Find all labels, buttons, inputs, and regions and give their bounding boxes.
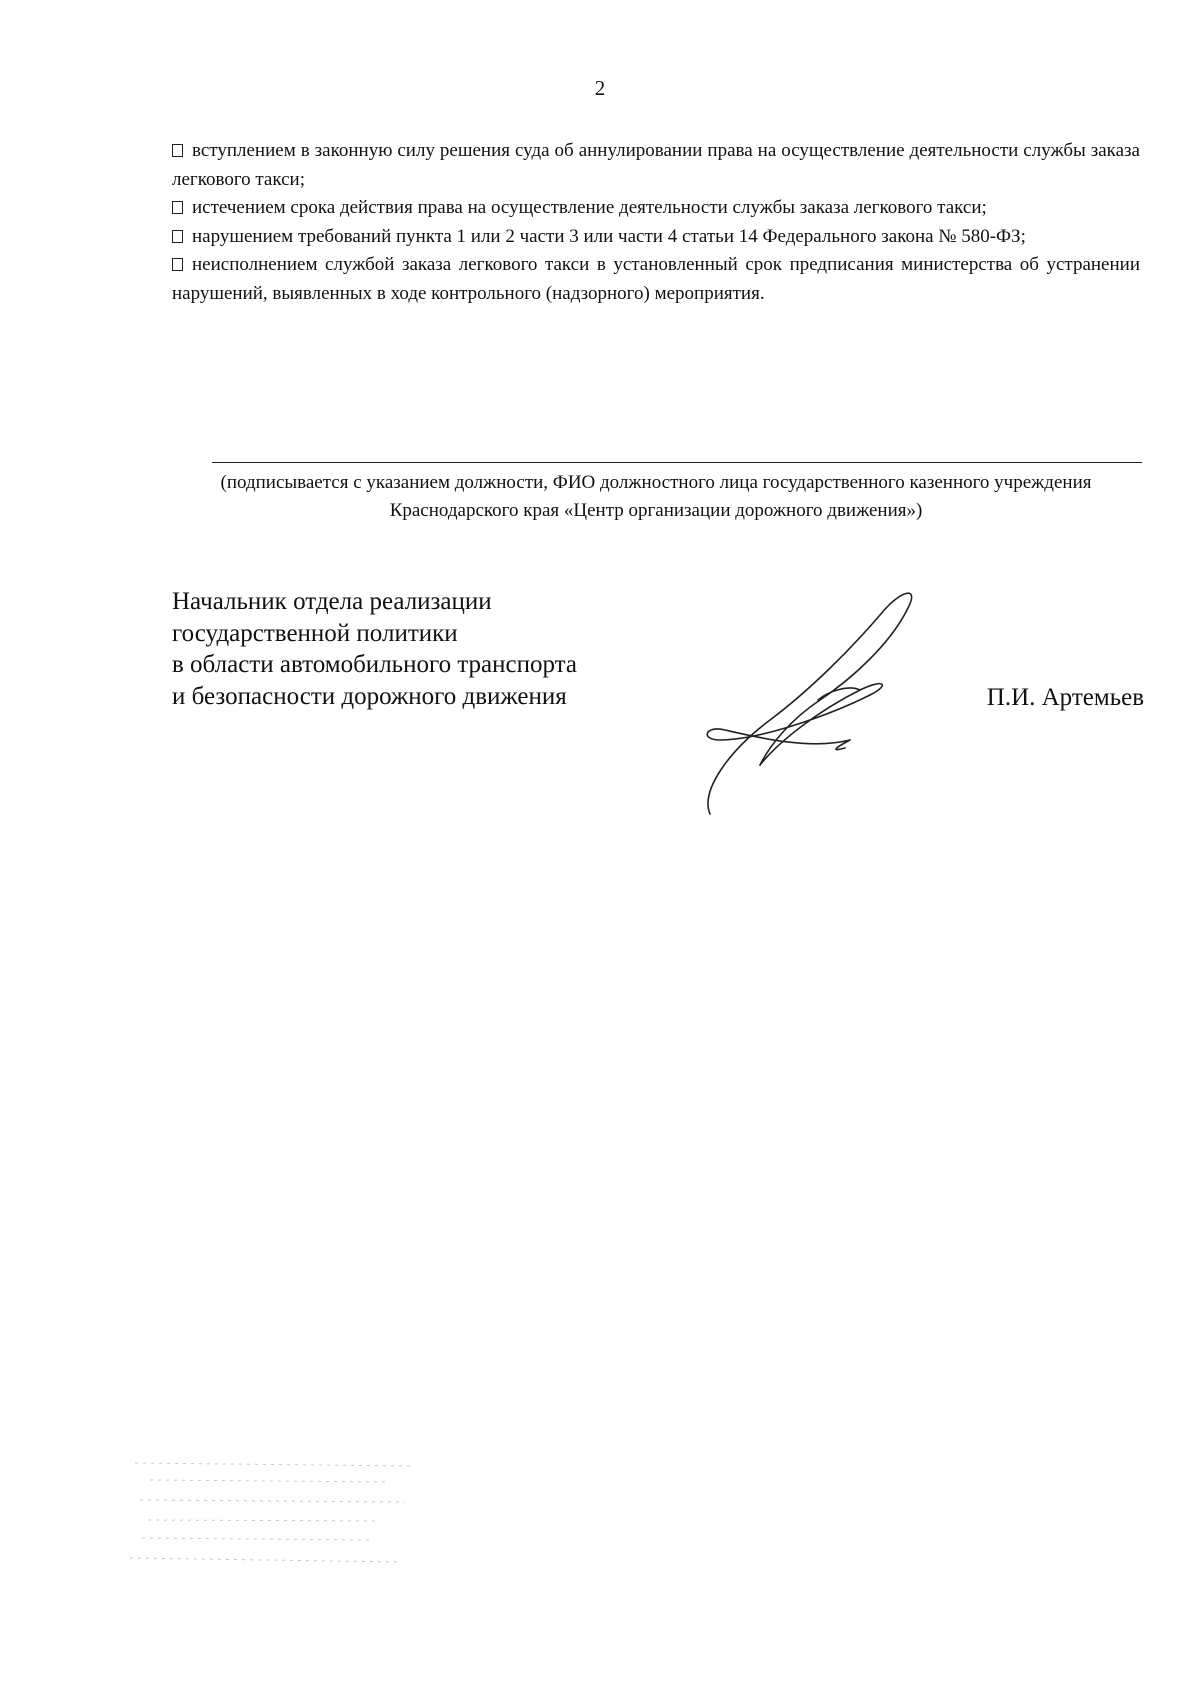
list-item-text: истечением срока действия права на осуществление деятельности службы заказа легкового такси; (192, 197, 987, 218)
checkbox-bullet-icon (172, 201, 183, 214)
list-item (172, 137, 1140, 194)
list-item-text: нарушением требований пункта 1 или 2 части 3 или части 4 статьи 14 Федерального закона № 580-ФЗ; (192, 225, 1026, 247)
signature-caption: (подписывается с указанием должности, ФИО должностного лица государственного казенного учреждения Краснодарского края «Центр организации дорожного движения») (220, 472, 1092, 521)
checkbox-bullet-icon (172, 258, 183, 271)
position-line: в области автомобильного транспорта (172, 651, 578, 678)
list-item (172, 223, 1140, 252)
position-line: государственной политики (172, 619, 458, 647)
conditions-list (172, 137, 1140, 308)
signer-name: П.И. Артемьев (986, 684, 1144, 711)
list-item (172, 251, 1140, 308)
list-item-text: вступлением в законную силу решения суда об аннулировании права на осуществление деятельности службы заказа легкового такси; (172, 140, 1140, 190)
checkbox-bullet-icon (172, 230, 183, 243)
list-item (172, 194, 1140, 223)
position-line: и безопасности дорожного движения (172, 682, 567, 710)
list-item-text: неисполнением службой заказа легкового такси в установленный срок предписания министерства об устранении нарушений, выявленных в ходе контрольного (надзорного) мероприятия. (172, 254, 1140, 304)
handwritten-signature (700, 590, 950, 830)
checkbox-bullet-icon (172, 144, 183, 157)
faded-stamp-mark (130, 1458, 450, 1578)
signature-line (212, 462, 1142, 463)
position-line: Начальник отдела реализации (172, 588, 492, 615)
page-number: 2 (594, 76, 606, 100)
signatory-position (172, 586, 692, 712)
